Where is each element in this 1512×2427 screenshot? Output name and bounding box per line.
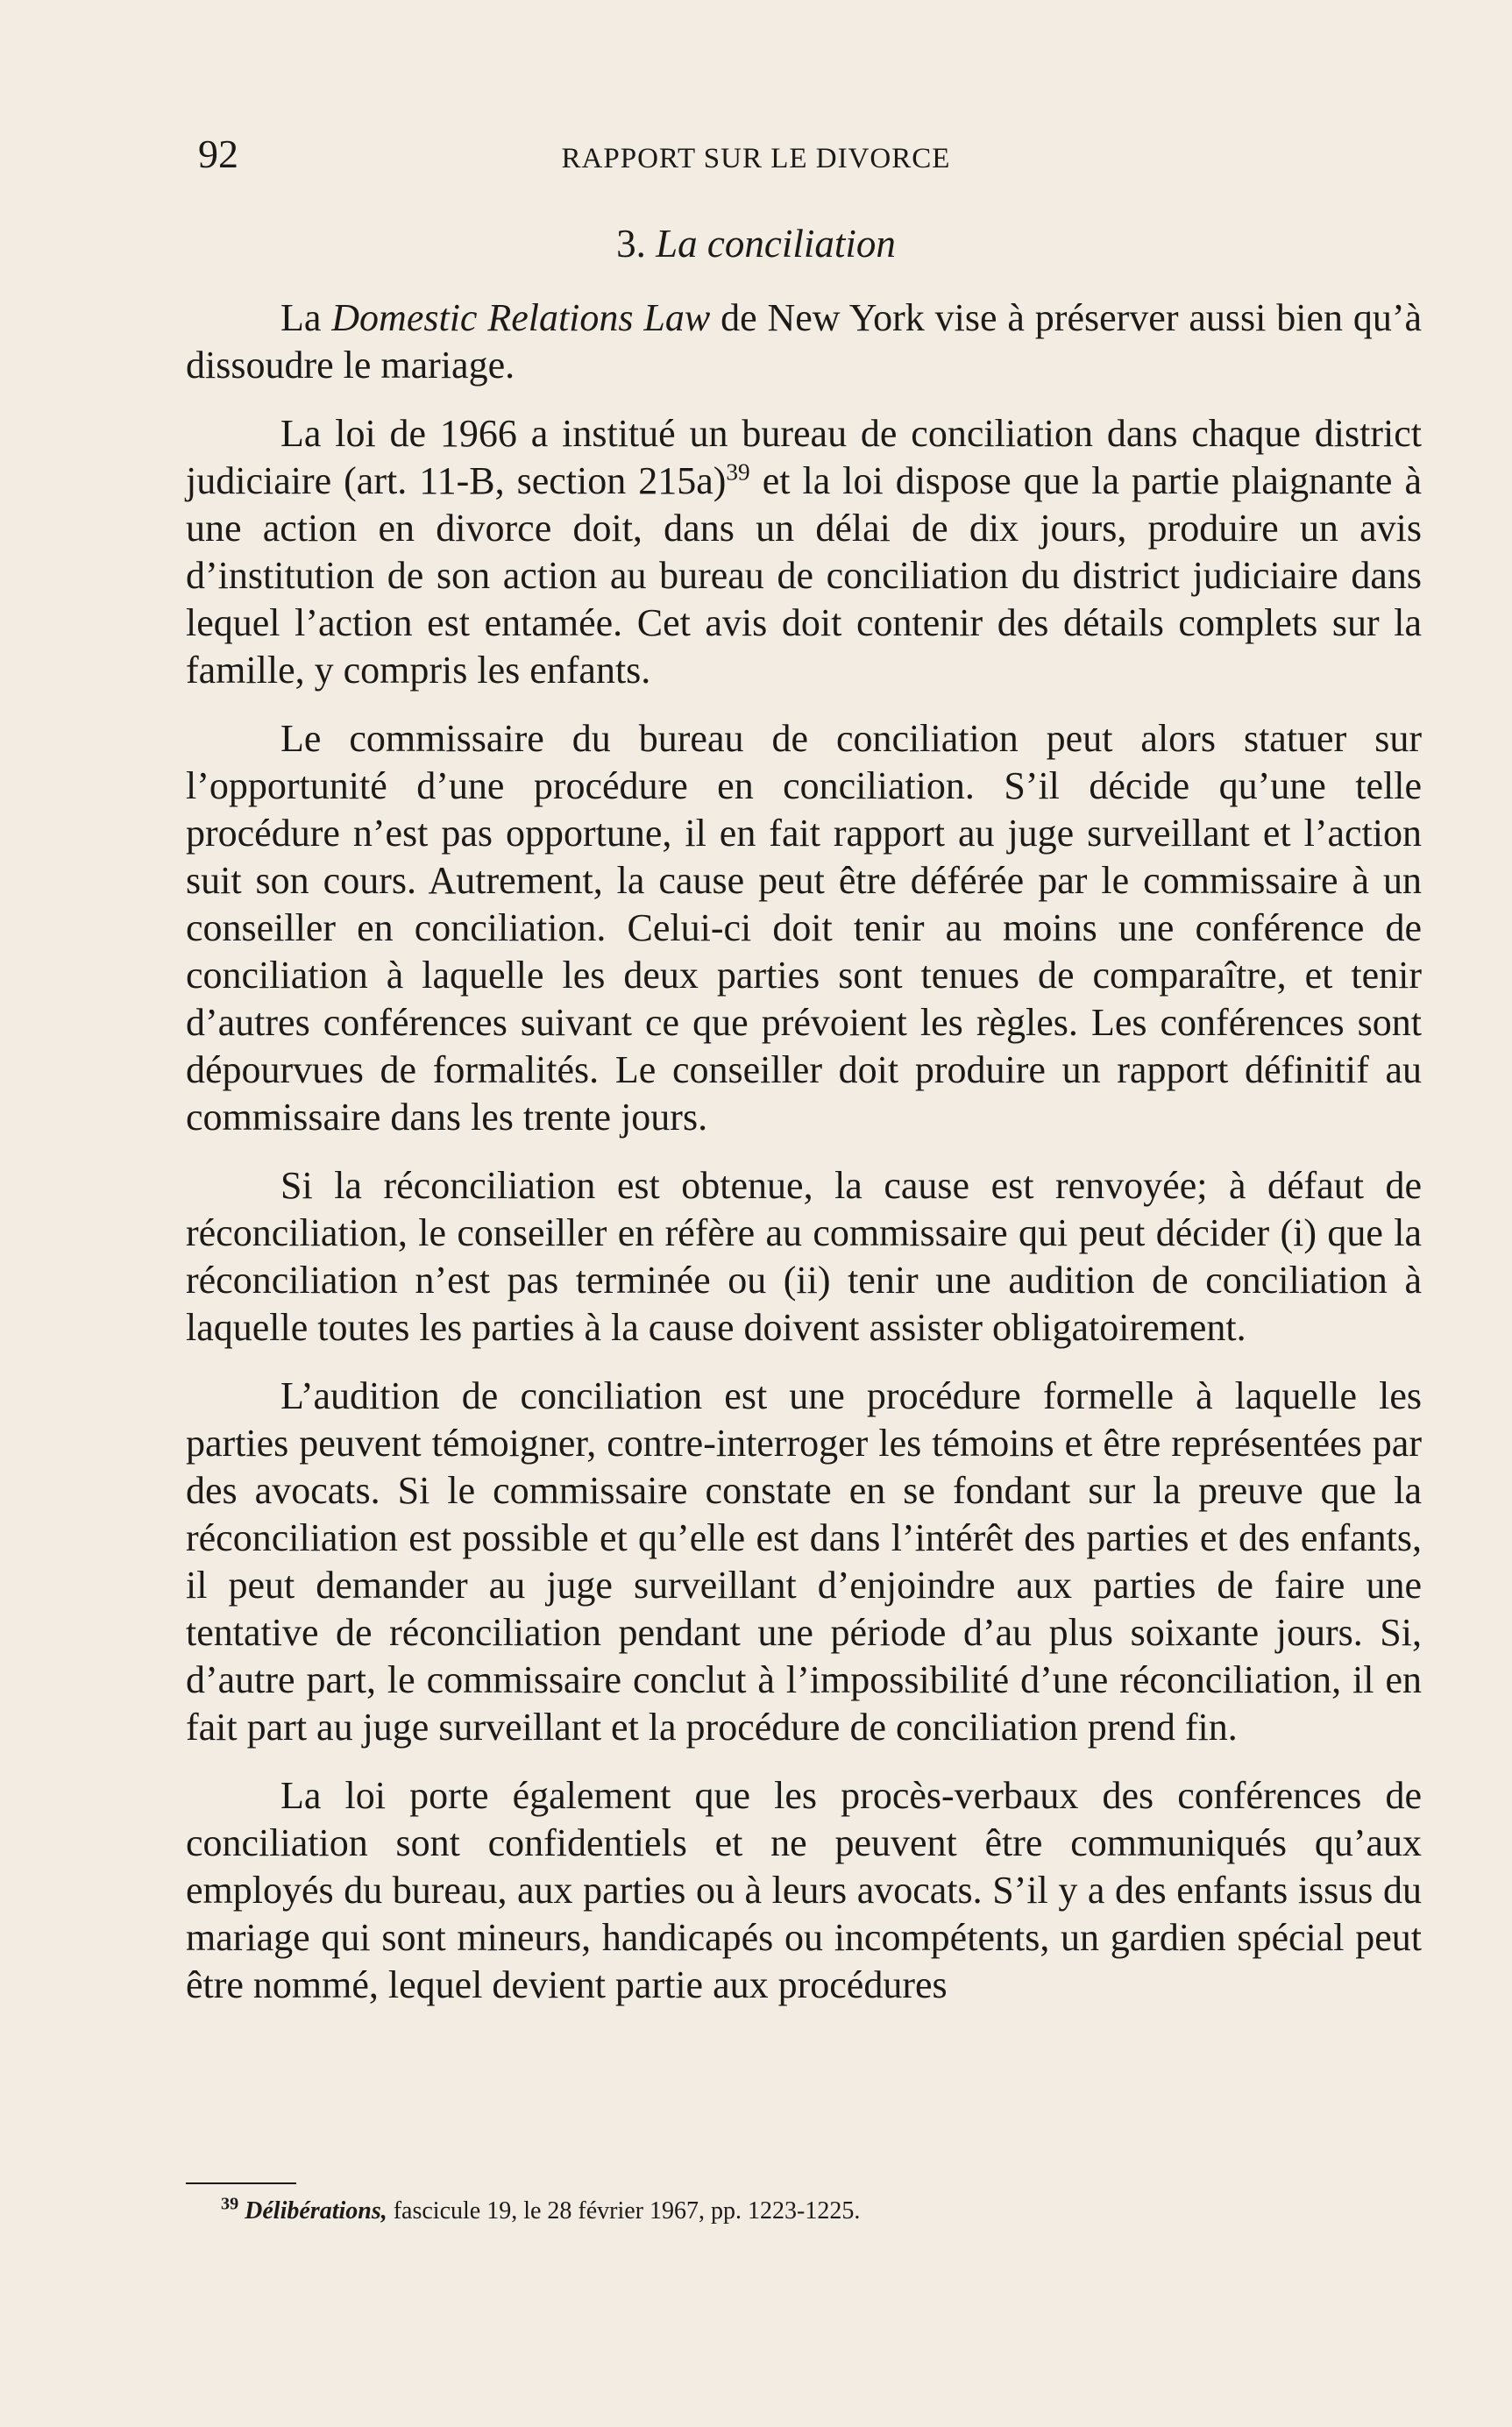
law-name: Domestic Relations Law	[331, 296, 711, 339]
paragraph-5: L’audition de conciliation est une procédure formelle à laquelle les parties peuvent témoigner, contre-interroger les témoins et être représentées par des avocats. Si le commissaire constate en se fondant sur la preuve que la réconciliation est possible et qu’elle est dans l’intérêt des parties et des enfants, il peut demander au juge surveillant d’enjoindre aux parties de faire une tentative de réconciliation pendant une période d’au plus soixante jours. Si, d’autre part, le commissaire conclut à l’impossibilité d’une réconciliation, il en fait part au juge surveillant et la procédure de conciliation prend fin.	[186, 1374, 1422, 1749]
paragraph-4: Si la réconciliation est obtenue, la cause est renvoyée; à défaut de réconciliation, le conseiller en réfère au commissaire qui peut décider (i) que la réconciliation n’est pas terminée ou (ii) tenir une audition de conciliation à laquelle toutes les parties à la cause doivent assister obligatoirement.	[186, 1164, 1422, 1349]
footnote-text: fascicule 19, le 28 février 1967, pp. 1223-1225.	[387, 2197, 861, 2225]
page-number: 92	[198, 131, 238, 176]
paragraph-1: La Domestic Relations Law de New York vise à préserver aussi bien qu’à dissoudre le mariage.	[186, 296, 1423, 387]
section-heading	[0, 221, 1512, 266]
section-title-text: La conciliation	[656, 222, 896, 266]
footnote-reference: 39	[726, 458, 750, 486]
paragraph-6: La loi porte également que les procès-verbaux des conférences de conciliation sont confidentiels et ne peuvent être communiqués qu’aux employés du bureau, aux parties ou à leurs avocats. S’il y a des enfants issus du mariage qui sont mineurs, handicapés ou incompétents, un gardien spécial peut être nommé, lequel devient partie aux procédures	[186, 1774, 1422, 2006]
running-header: RAPPORT SUR LE DIVORCE	[561, 143, 951, 174]
footnote	[221, 2196, 860, 2226]
footnote-divider	[186, 2182, 296, 2184]
footnote-number: 39	[221, 2194, 239, 2214]
body-text	[186, 295, 1422, 2030]
paragraph-2: La loi de 1966 a institué un bureau de conciliation dans chaque district judiciaire (art. 11-B, section 215a)$^{39}$ et la loi dispose que la partie plaignante à une action en divorce doit, dans un délai de dix jours, produire un avis d’institution de son action au bureau de conciliation du district judiciaire dans lequel l’action est entamée. Cet avis doit contenir des détails complets sur la famille, y compris les enfants.	[186, 412, 1422, 692]
footnote-source: Délibérations,	[245, 2197, 387, 2225]
section-number: 3.	[616, 222, 646, 266]
paragraph-3: Le commissaire du bureau de conciliation peut alors statuer sur l’opportunité d’une procédure en conciliation. S’il décide qu’une telle procédure n’est pas opportune, il en fait rapport au juge surveillant et l’action suit son cours. Autrement, la cause peut être déférée par le commissaire à un conseiller en conciliation. Celui-ci doit tenir au moins une conférence de conciliation à laquelle les deux parties sont tenues de comparaître, et tenir d’autres conférences suivant ce que prévoient les règles. Les conférences sont dépourvues de formalités. Le conseiller doit produire un rapport définitif au commissaire dans les trente jours.	[186, 717, 1422, 1139]
